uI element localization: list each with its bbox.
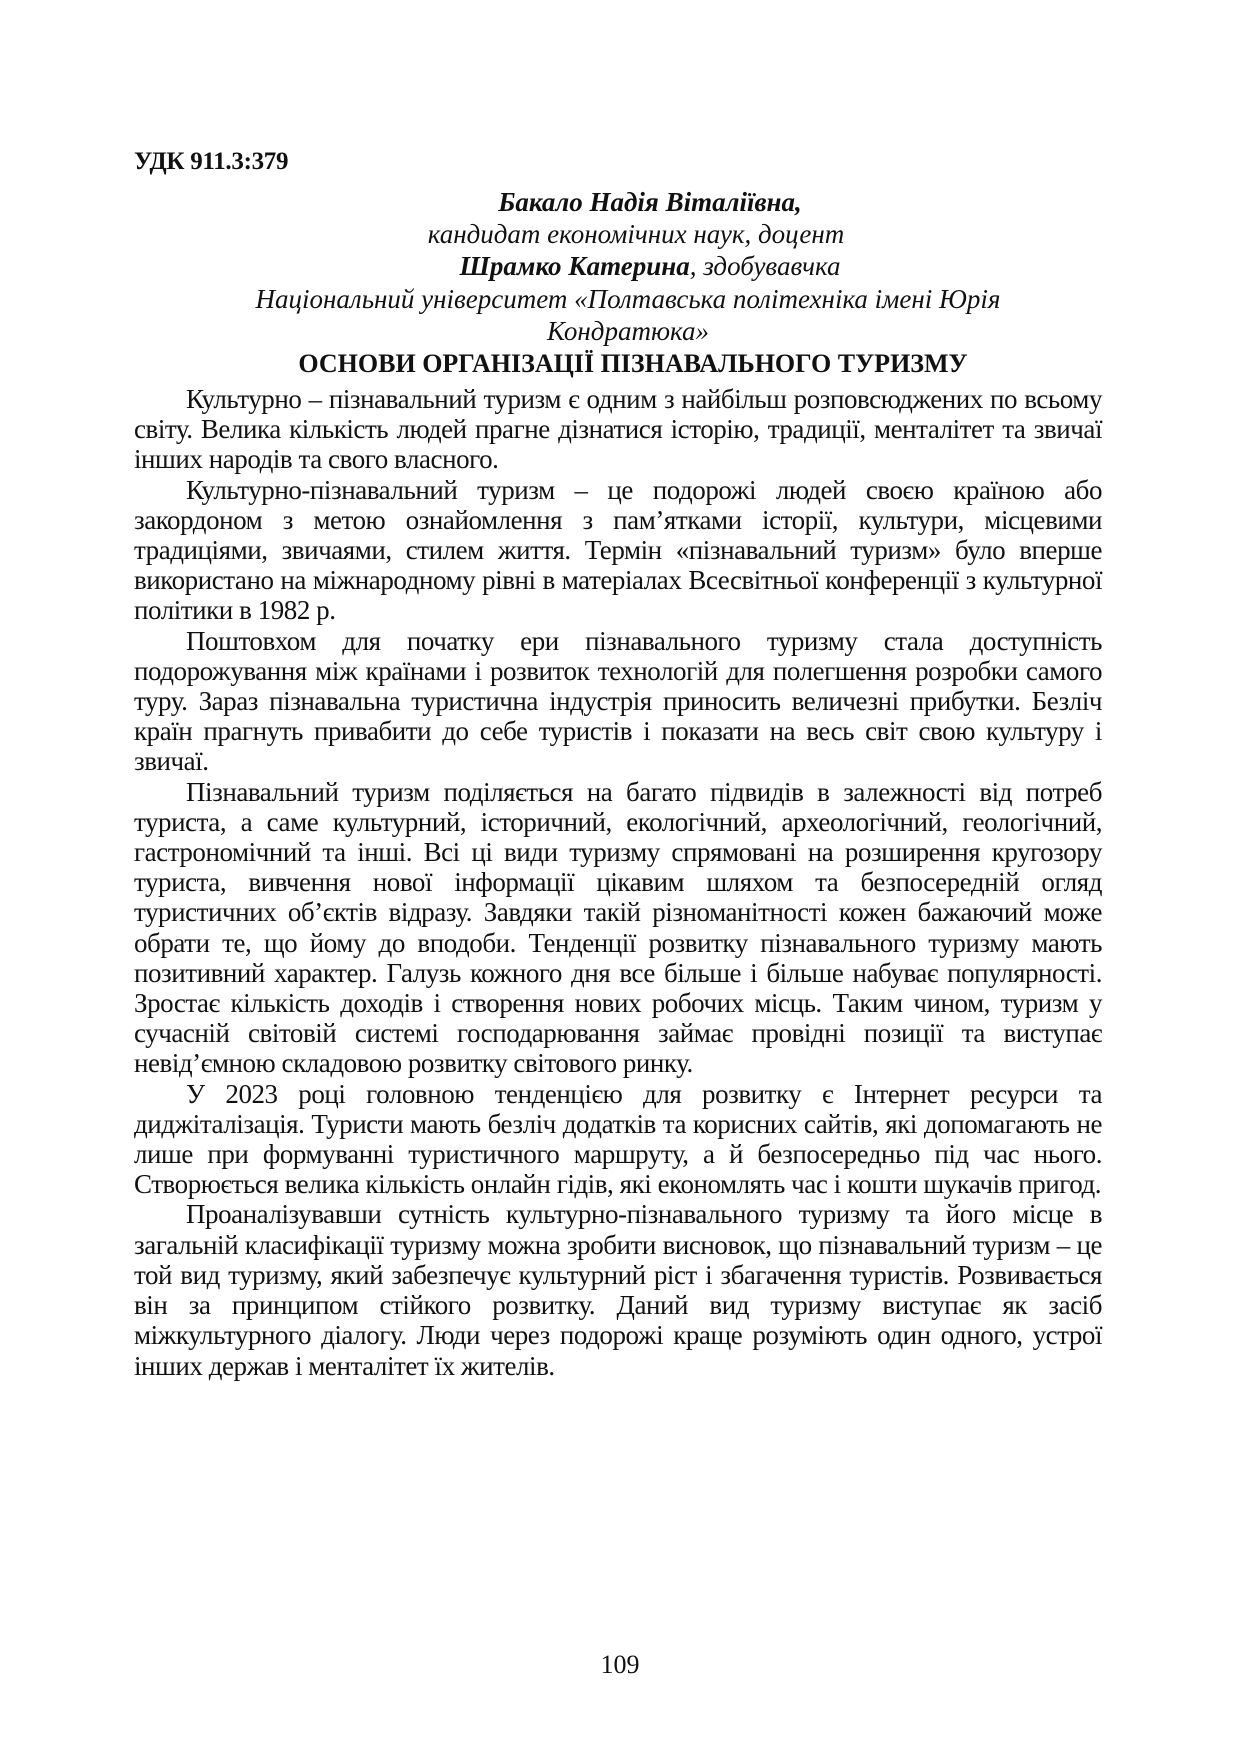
udk-code: УДК 911.3:379 xyxy=(134,148,289,175)
article-body xyxy=(134,384,1102,1381)
author2-line xyxy=(134,251,1102,281)
paragraph-5: У 2023 році головною тенденцією для розвитку є Інтернет ресурси та диджіталізація. Туристи мають безліч додатків та корисних сайтів, які допомагають не лише при формуванні туристичного маршруту, а й безпосередньо під час нього. Створюється велика кількість онлайн гідів, які економлять час і кошти шукачів пригод. xyxy=(134,1078,1102,1200)
author1-degree: кандидат економічних наук, доцент xyxy=(427,219,845,249)
paragraph-6: Проаналізувавши сутність культурно-пізнавального туризму та його місце в загальній класифікації туризму можна зробити висновок, що пізнавальний туризм – це той вид туризму, який забезпечує культурний ріст і збагачення туристів. Розвивається він за принципом стійкого розвитку. Даний вид туризму виступає як засіб міжкультурного діалогу. Люди через подорожі краще розуміють один одного, устрої інших держав і менталітет їх жителів. xyxy=(134,1199,1102,1381)
affiliation-line-1: Національний університет «Полтавська політехніка імені Юрія xyxy=(255,284,1001,314)
article-title: ОСНОВИ ОРГАНІЗАЦІЇ ПІЗНАВАЛЬНОГО ТУРИЗМУ xyxy=(298,349,968,378)
affiliation-line-2: Кондратюка» xyxy=(547,316,709,346)
paragraph-3: Поштовхом для початку ери пізнавального туризму стала доступність подорожування між країнами і розвиток технологій для полегшення розробки самого туру. Зараз пізнавальна туристична індустрія приносить величезні прибутки. Безліч країн прагнуть привабити до себе туристів і показати на весь світ свою культуру і звичаї. xyxy=(134,625,1102,777)
author1-name: Бакало Надія Віталіївна, xyxy=(498,187,802,217)
paragraph-2: Культурно-пізнавальний туризм – це подорожі людей своєю країною або закордоном з метою ознайомлення з пам’ятками історії, культури, місцевими традиціями, звичаями, стилем життя. Термін «пізнавальний туризм» було вперше використано на міжнародному рівні в матеріалах Всесвітньої конференції з культурної політики в 1982 р. xyxy=(134,474,1102,626)
paragraph-1: Культурно – пізнавальний туризм є одним з найбільш розповсюджених по всьому світу. Велика кількість людей прагне дізнатися історію, традиції, менталітет та звичаї інших народів та свого власного. xyxy=(134,384,1102,475)
page-number: 109 xyxy=(600,1650,640,1679)
author2-role: , здобувавчка xyxy=(689,251,841,281)
paragraph-4: Пізнавальний туризм поділяється на багато підвидів в залежності від потреб туриста, а саме культурний, історичний, екологічний, археологічний, геологічний, гастрономічний та інші. Всі ці види туризму спрямовані на розширення кругозору туриста, вивчення нової інформації цікавим шляхом та безпосередній огляд туристичних об’єктів відразу. Завдяки такій різноманітності кожен бажаючий може обрати те, що йому до вподоби. Тенденції розвитку пізнавального туризму мають позитивний характер. Галузь кожного дня все більше і більше набуває популярності. Зростає кількість доходів і створення нових робочих місць. Таким чином, туризм у сучасній світовій системі господарювання займає провідні позиції та виступає невід’ємною складовою розвитку світового ринку. xyxy=(134,776,1102,1079)
author2-name: Шрамко Катерина xyxy=(459,251,690,281)
